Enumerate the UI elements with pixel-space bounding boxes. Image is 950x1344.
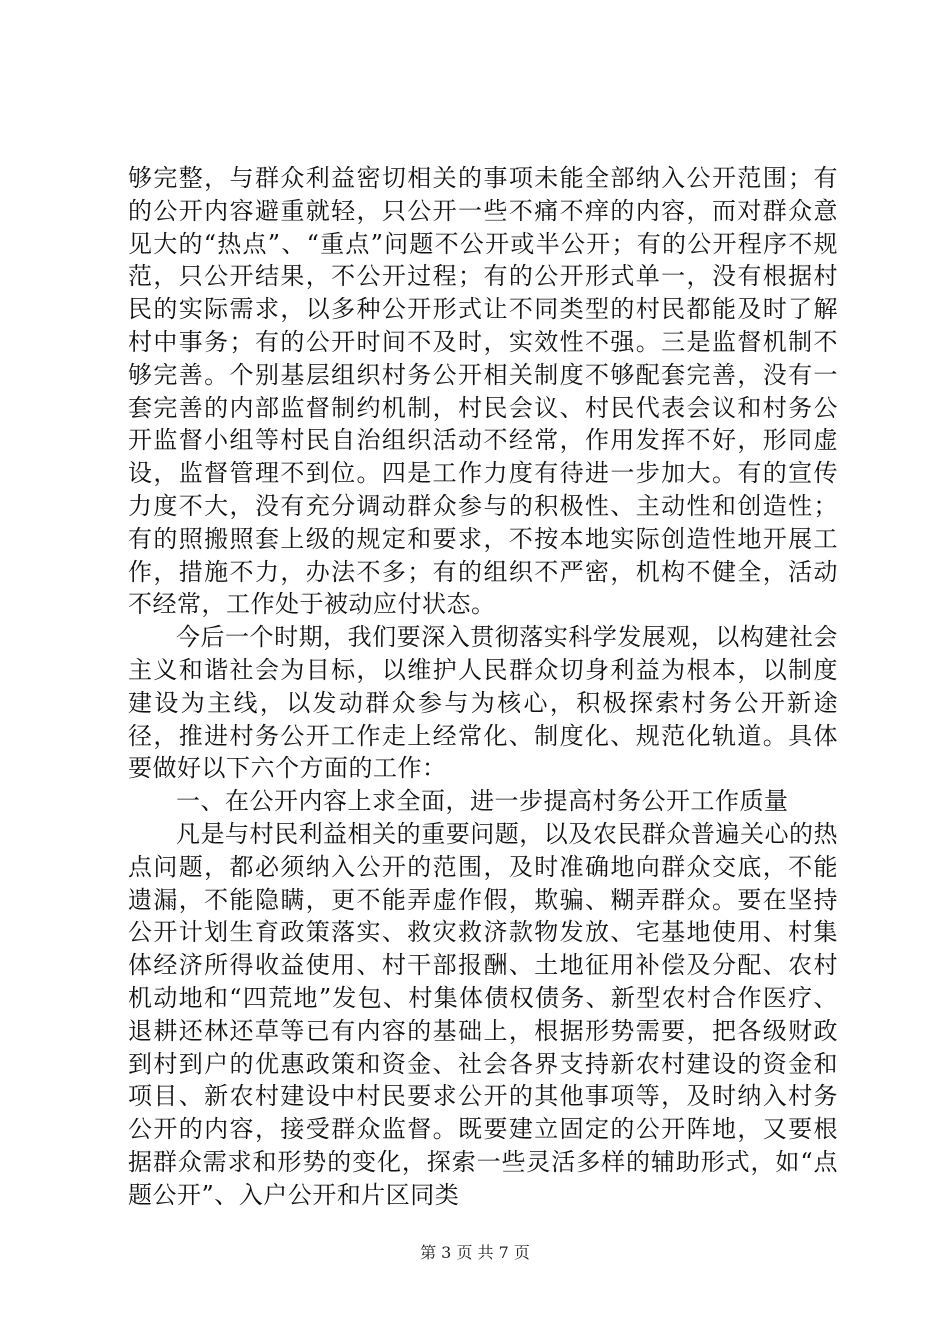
paragraph-3: 凡是与村民利益相关的重要问题，以及农民群众普遍关心的热点问题，都必须纳入公开的范围，及时准确地向群众交底，不能遗漏，不能隐瞒，更不能弄虚作假，欺骗、糊弄群众。要在坚持公开计划生育政策落实、救灾救济款物发放、宅基地使用、村集体经济所得收益使用、村干部报酬、土地征用补偿及分配、农村机动地和“四荒地”发包、村集体债权债务、新型农村合作医疗、退耕还林还草等已有内容的基础上，根据形势需要，把各级财政到村到户的优惠政策和资金、社会各界支持新农村建设的资金和项目、新农村建设中村民要求公开的其他事项等，及时纳入村务公开的内容，接受群众监督。既要建立固定的公开阵地，又要根据群众需求和形势的变化，探索一些灵活多样的辅助形式，如“点题公开”、入户公开和片区同类 <box>128 819 838 1209</box>
paragraph-2: 今后一个时期，我们要深入贯彻落实科学发展观，以构建社会主义和谐社会为目标，以维护人民群众切身利益为根本，以制度建设为主线，以发动群众参与为核心，积极探索村务公开新途径，推进村务公开工作走上经常化、制度化、规范化轨道。具体要做好以下六个方面的工作： <box>128 623 838 783</box>
document-body <box>128 162 838 1212</box>
section-heading-1: 一、在公开内容上求全面，进一步提高村务公开工作质量 <box>176 787 789 816</box>
paragraph-1: 够完整，与群众利益密切相关的事项未能全部纳入公开范围；有的公开内容避重就轻，只公开一些不痛不痒的内容，而对群众意见大的“热点”、“重点”问题不公开或半公开；有的公开程序不规范，只公开结果，不公开过程；有的公开形式单一，没有根据村民的实际需求，以多种公开形式让不同类型的村民都能及时了解村中事务；有的公开时间不及时，实效性不强。三是监督机制不够完善。个别基层组织村务公开相关制度不够配套完善，没有一套完善的内部监督制约机制，村民会议、村民代表会议和村务公开监督小组等村民自治组织活动不经常，作用发挥不好，形同虚设，监督管理不到位。四是工作力度有待进一步加大。有的宣传力度不大，没有充分调动群众参与的积极性、主动性和创造性；有的照搬照套上级的规定和要求，不按本地实际创造性地开展工作，措施不力，办法不多；有的组织不严密，机构不健全，活动不经常，工作处于被动应付状态。 <box>128 164 838 619</box>
page-footer: 第 3 页 共 7 页 <box>420 1243 530 1262</box>
